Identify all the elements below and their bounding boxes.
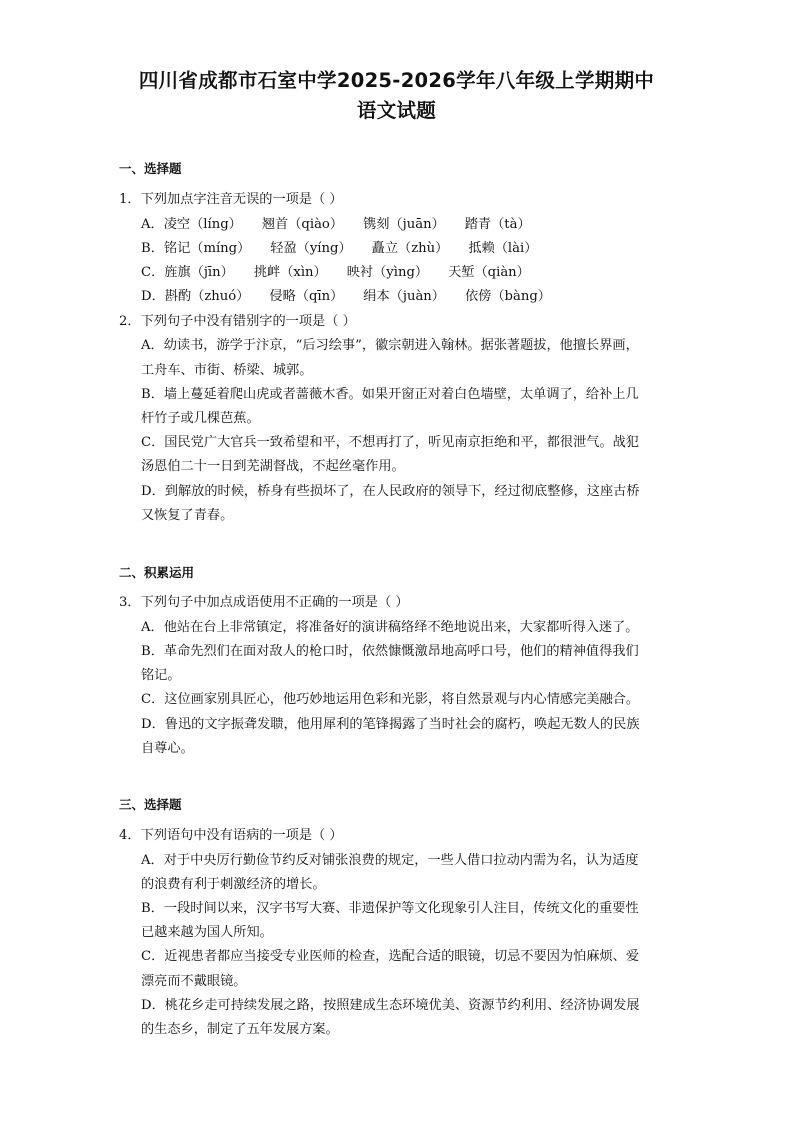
question-2-option-d: D．到解放的时候，桥身有些损坏了，在人民政府的领导下，经过彻底整修，这座古桥 [141, 484, 640, 499]
section-heading-1: 一、选择题 [119, 161, 182, 176]
question-2-option-a-cont: 工舟车、市街、桥梁、城郭。 [141, 363, 313, 378]
question-1-option-d: D．斟酌（zhuó） 侵略（qīn） 绢本（juàn） 依傍（bàng） [141, 289, 551, 304]
question-2-option-c: C．国民党广大官兵一致希望和平，不想再打了，听见南京拒绝和平，都很泄气。战犯 [141, 435, 640, 450]
question-2-option-b: B．墙上蔓延着爬山虎或者蔷薇木香。如果开窗正对着白色墙壁，太单调了，给补上几 [141, 387, 639, 402]
question-2-stem: 2．下列句子中没有错别字的一项是（ ） [119, 314, 356, 329]
question-1-option-a: A．凌空（líng） 翘首（qiào） 镌刻（juān） 踏青（tà） [141, 217, 531, 232]
question-4-option-a-cont: 的浪费有利于刺激经济的增长。 [141, 877, 326, 892]
question-4-option-b: B．一段时间以来，汉字书写大赛、非遗保护等文化现象引人注目，传统文化的重要性 [141, 901, 639, 916]
question-2-option-d-cont: 又恢复了青春。 [141, 508, 234, 523]
question-3-option-d: D．鲁迅的文字振聋发聩，他用犀利的笔锋揭露了当时社会的腐朽，唤起无数人的民族 [141, 717, 640, 732]
exam-title-line2: 语文试题 [356, 99, 437, 122]
question-4-option-c-cont: 漂亮而不戴眼镜。 [141, 974, 247, 989]
question-4-stem: 4．下列语句中没有语病的一项是（ ） [119, 828, 343, 843]
section-heading-2: 二、积累运用 [119, 565, 195, 580]
section-heading-3: 三、选择题 [119, 797, 182, 812]
question-3-stem: 3．下列句子中加点成语使用不正确的一项是（ ） [119, 595, 409, 610]
question-4-option-d: D．桃花乡走可持续发展之路，按照建成生态环境优美、资源节约利用、经济协调发展 [141, 998, 640, 1013]
question-1-option-b: B．铭记（míng） 轻盈（yíng） 矗立（zhù） 抵赖（lài） [141, 241, 538, 256]
question-3-option-d-cont: 自尊心。 [141, 741, 194, 756]
exam-title-line1: 四川省成都市石室中学2025-2026学年八年级上学期期中 [138, 69, 655, 92]
question-2-option-c-cont: 汤恩伯二十一日到芜湖督战，不起丝毫作用。 [141, 459, 405, 474]
question-3-option-b-cont: 铭记。 [141, 668, 181, 683]
question-3-option-b: B．革命先烈们在面对敌人的枪口时，依然慷慨激昂地高呼口号，他们的精神值得我们 [141, 644, 639, 659]
question-1-stem: 1．下列加点字注音无误的一项是（ ） [119, 192, 343, 207]
question-3-option-c: C．这位画家别具匠心，他巧妙地运用色彩和光影，将自然景观与内心情感完美融合。 [141, 692, 640, 707]
question-4-option-d-cont: 的生态乡，制定了五年发展方案。 [141, 1022, 339, 1037]
question-2-option-a: A．幼读书，游学于汴京，“后习绘事”，徽宗朝进入翰林。据张著题拔，他擅长界画， [141, 338, 639, 353]
question-1-option-c: C．旌旗（jīn） 挑衅（xìn） 映衬（yìng） 天堑（qiàn） [141, 265, 530, 280]
question-4-option-a: A．对于中央厉行勤俭节约反对铺张浪费的规定，一些人借口拉动内需为名，认为适度 [141, 853, 639, 868]
question-3-option-a: A．他站在台上非常镇定，将准备好的演讲稿络绎不绝地说出来，大家都听得入迷了。 [141, 620, 639, 635]
question-4-option-c: C．近视患者都应当接受专业医师的检查，选配合适的眼镜，切忌不要因为怕麻烦、爱 [141, 949, 640, 964]
question-4-option-b-cont: 已越来越为国人所知。 [141, 925, 273, 940]
question-2-option-b-cont: 杆竹子或几棵芭蕉。 [141, 411, 260, 426]
